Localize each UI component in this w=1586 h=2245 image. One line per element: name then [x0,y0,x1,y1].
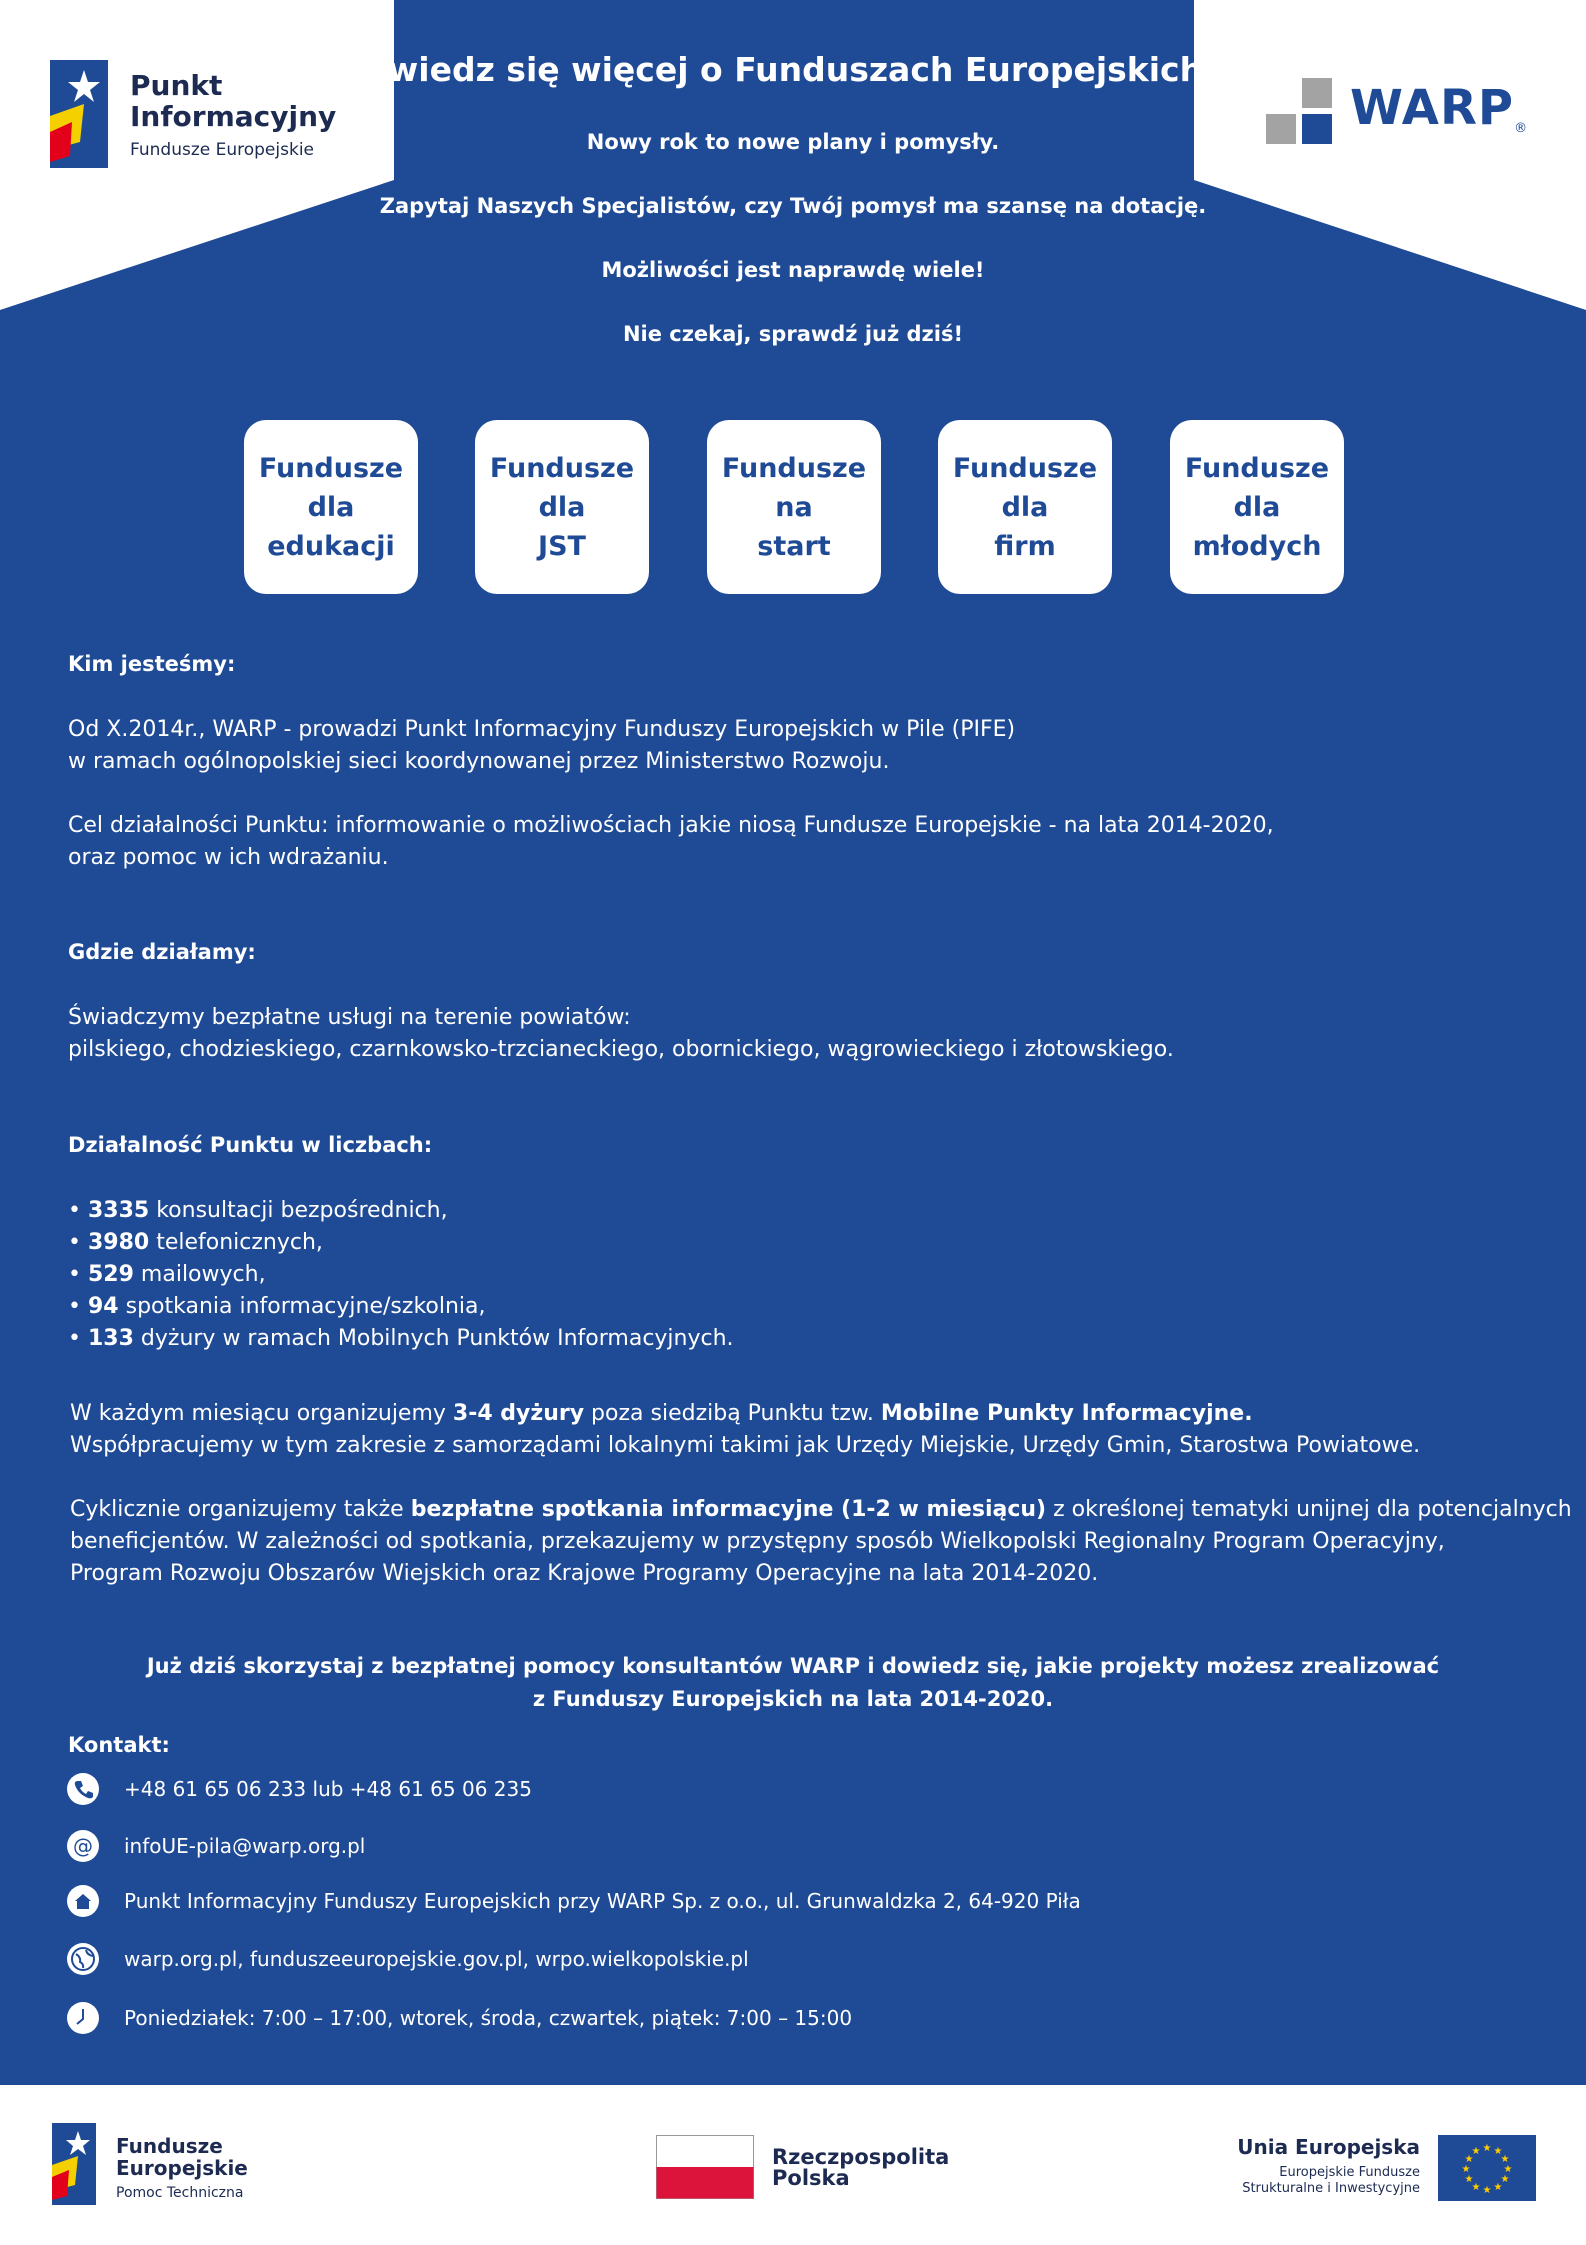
svg-text:★: ★ [1500,2174,1510,2185]
about-p1-line-2: w ramach ogólnopolskiej sieci koordynowanej przez Ministerstwo Rozwoju. [68,749,890,774]
warp-registered-mark: ® [1514,121,1529,136]
list-item-text: spotkania informacyjne/szkolnia, [118,1294,486,1319]
contact-phone-row [66,1772,532,1806]
contact-heading: Kontakt: [68,1733,170,1757]
polish-flag [656,2135,754,2199]
list-item-text: dyżury w ramach Mobilnych Punktów Informacyjnych. [133,1326,734,1351]
contact-phone[interactable]: +48 61 65 06 233 lub +48 61 65 06 235 [124,1777,532,1801]
phone-icon [66,1772,100,1806]
list-item-text: telefonicznych, [149,1230,323,1255]
card-fundusze-firmy[interactable]: Fundusze dla firm [938,420,1112,594]
card-fundusze-mlodzi[interactable]: Fundusze dla młodych [1170,420,1344,594]
contact-address-row [66,1884,1081,1918]
cta-line-2: z Funduszy Europejskich na lata 2014-2020. [532,1687,1054,1711]
page-title: Dowiedz się więcej o Funduszach Europejskich!!! [337,50,1249,89]
about-p2-line-2: oraz pomoc w ich wdrażaniu. [68,845,389,870]
list-item-number: 3980 [87,1230,150,1255]
warp-name: WARP [1350,80,1515,136]
list-item-number: 133 [87,1326,134,1351]
where-heading: Gdzie działamy: [68,940,256,964]
contact-hours: Poniedziałek: 7:00 – 17:00, wtorek, środa, czwartek, piątek: 7:00 – 15:00 [124,2006,853,2030]
mobile-line-2: Współpracujemy w tym zakresie z samorządami lokalnymi takimi jak Urzędy Miejskie, Urzędy Gmin, Starostwa Powiatowe. [70,1433,1421,1458]
footer-fe-title: Fundusze Europejskie [116,2134,248,2180]
footer [0,2085,1586,2245]
svg-text:★: ★ [1471,2182,1481,2193]
where-line-1: Świadczymy bezpłatne usługi na terenie powiatów: [68,1005,631,1030]
footer-rp-text: Rzeczpospolita Polska [772,2145,950,2190]
numbers-list [68,1195,734,1355]
svg-text:★: ★ [1493,2182,1503,2193]
meetings-text-c: z określonej tematyki unijnej dla potencjalnych [1046,1497,1572,1522]
contact-email[interactable]: infoUE-pila@warp.org.pl [124,1834,366,1858]
eu-flag [1438,2135,1536,2201]
where-paragraph [68,1002,1174,1066]
pife-logo-subtitle: Fundusze Europejskie [130,140,314,160]
list-item: • 3335 konsultacji bezpośrednich, [68,1198,448,1223]
header-line-3: Możliwości jest naprawdę wiele! [601,258,985,282]
pife-logo-title: Punkt Informacyjny [130,69,337,133]
call-to-action [0,1650,1586,1716]
svg-text:★: ★ [1464,2154,1474,2165]
where-line-2: pilskiego, chodzieskiego, czarnkowsko-trzcianeckiego, obornickiego, wągrowieckiego i złotowskiego. [68,1037,1174,1062]
list-item-number: 529 [87,1262,134,1287]
meetings-paragraph [70,1494,1572,1590]
mobile-text-a: W każdym miesiącu organizujemy [70,1401,453,1426]
list-item-number: 3335 [87,1198,150,1223]
contact-web-row [66,1942,749,1976]
card-fundusze-jst[interactable]: Fundusze dla JST [475,420,649,594]
meetings-text-b: bezpłatne spotkania informacyjne (1-2 w miesiącu) [410,1497,1047,1522]
home-icon [66,1884,100,1918]
about-p1-line-1: Od X.2014r., WARP - prowadzi Punkt Informacyjny Funduszy Europejskich w Pile (PIFE) [68,717,1016,742]
list-item: • 133 dyżury w ramach Mobilnych Punktów Informacyjnych. [68,1326,734,1351]
list-item-number: 94 [87,1294,119,1319]
contact-email-row [66,1829,365,1863]
footer-ue-subtitle: Europejskie Fundusze Strukturalne i Inwestycyjne [1242,2165,1420,2196]
meetings-line-3: Program Rozwoju Obszarów Wiejskich oraz Krajowe Programy Operacyjne na lata 2014-2020. [70,1561,1099,1586]
about-heading: Kim jesteśmy: [68,652,236,676]
mobile-line-1 [70,1398,1420,1430]
mobile-text-b: 3-4 dyżury [452,1401,585,1426]
mobile-text-c: poza siedzibą Punktu tzw. [584,1401,881,1426]
svg-text:★: ★ [1482,2143,1492,2154]
about-paragraph-1 [68,714,1015,778]
header-line-1: Nowy rok to nowe plany i pomysły. [586,130,1000,154]
svg-text:★: ★ [1503,2164,1513,2175]
footer-fe-subtitle: Pomoc Techniczna [116,2185,244,2201]
contact-websites[interactable]: warp.org.pl, funduszeeuropejskie.gov.pl, wrpo.wielkopolskie.pl [124,1947,749,1971]
svg-text:★: ★ [1500,2154,1510,2165]
footer-ue-title: Unia Europejska [1237,2135,1420,2159]
about-p2-line-1: Cel działalności Punktu: informowanie o możliwościach jakie niosą Fundusze Europejskie - na lata 2014-2020, [68,813,1274,838]
mobile-text-d: Mobilne Punkty Informacyjne. [880,1401,1253,1426]
svg-text:@: @ [73,1834,93,1858]
meetings-line-2: beneficjentów. W zależności od spotkania, przekazujemy w przystępny sposób Wielkopolski Regionalny Program Operacyjny, [70,1529,1445,1554]
meetings-line-1 [70,1494,1572,1526]
numbers-heading: Działalność Punktu w liczbach: [68,1133,433,1157]
meetings-text-a: Cyklicznie organizujemy także [70,1497,411,1522]
at-icon [66,1829,100,1863]
header-line-4: Nie czekaj, sprawdź już dziś! [622,322,964,346]
card-fundusze-start[interactable]: Fundusze na start [707,420,881,594]
cta-line-1: Już dziś skorzystaj z bezpłatnej pomocy konsultantów WARP i dowiedz się, jakie projekty możesz zrealizować [146,1654,1440,1678]
card-fundusze-edukacja[interactable]: Fundusze dla edukacji [244,420,418,594]
header-line-2: Zapytaj Naszych Specjalistów, czy Twój pomysł ma szansę na dotację. [379,194,1207,218]
svg-text:★: ★ [1493,2146,1503,2157]
svg-text:★: ★ [1482,2185,1492,2196]
contact-address: Punkt Informacyjny Funduszy Europejskich przy WARP Sp. z o.o., ul. Grunwaldzka 2, 64-920 Piła [124,1889,1081,1913]
globe-icon [66,1942,100,1976]
svg-text:★: ★ [1461,2164,1471,2175]
list-item: • 94 spotkania informacyjne/szkolnia, [68,1294,486,1319]
about-paragraph-2 [68,810,1274,874]
svg-text:★: ★ [1471,2146,1481,2157]
clock-icon [66,2001,100,2035]
mobile-points-paragraph [70,1398,1420,1462]
list-item-text: mailowych, [133,1262,266,1287]
svg-text:★: ★ [1464,2174,1474,2185]
fundusze-europejskie-logo [52,2123,96,2205]
list-item: • 3980 telefonicznych, [68,1230,323,1255]
contact-hours-row [66,2001,852,2035]
list-item: • 529 mailowych, [68,1262,266,1287]
list-item-text: konsultacji bezpośrednich, [149,1198,448,1223]
